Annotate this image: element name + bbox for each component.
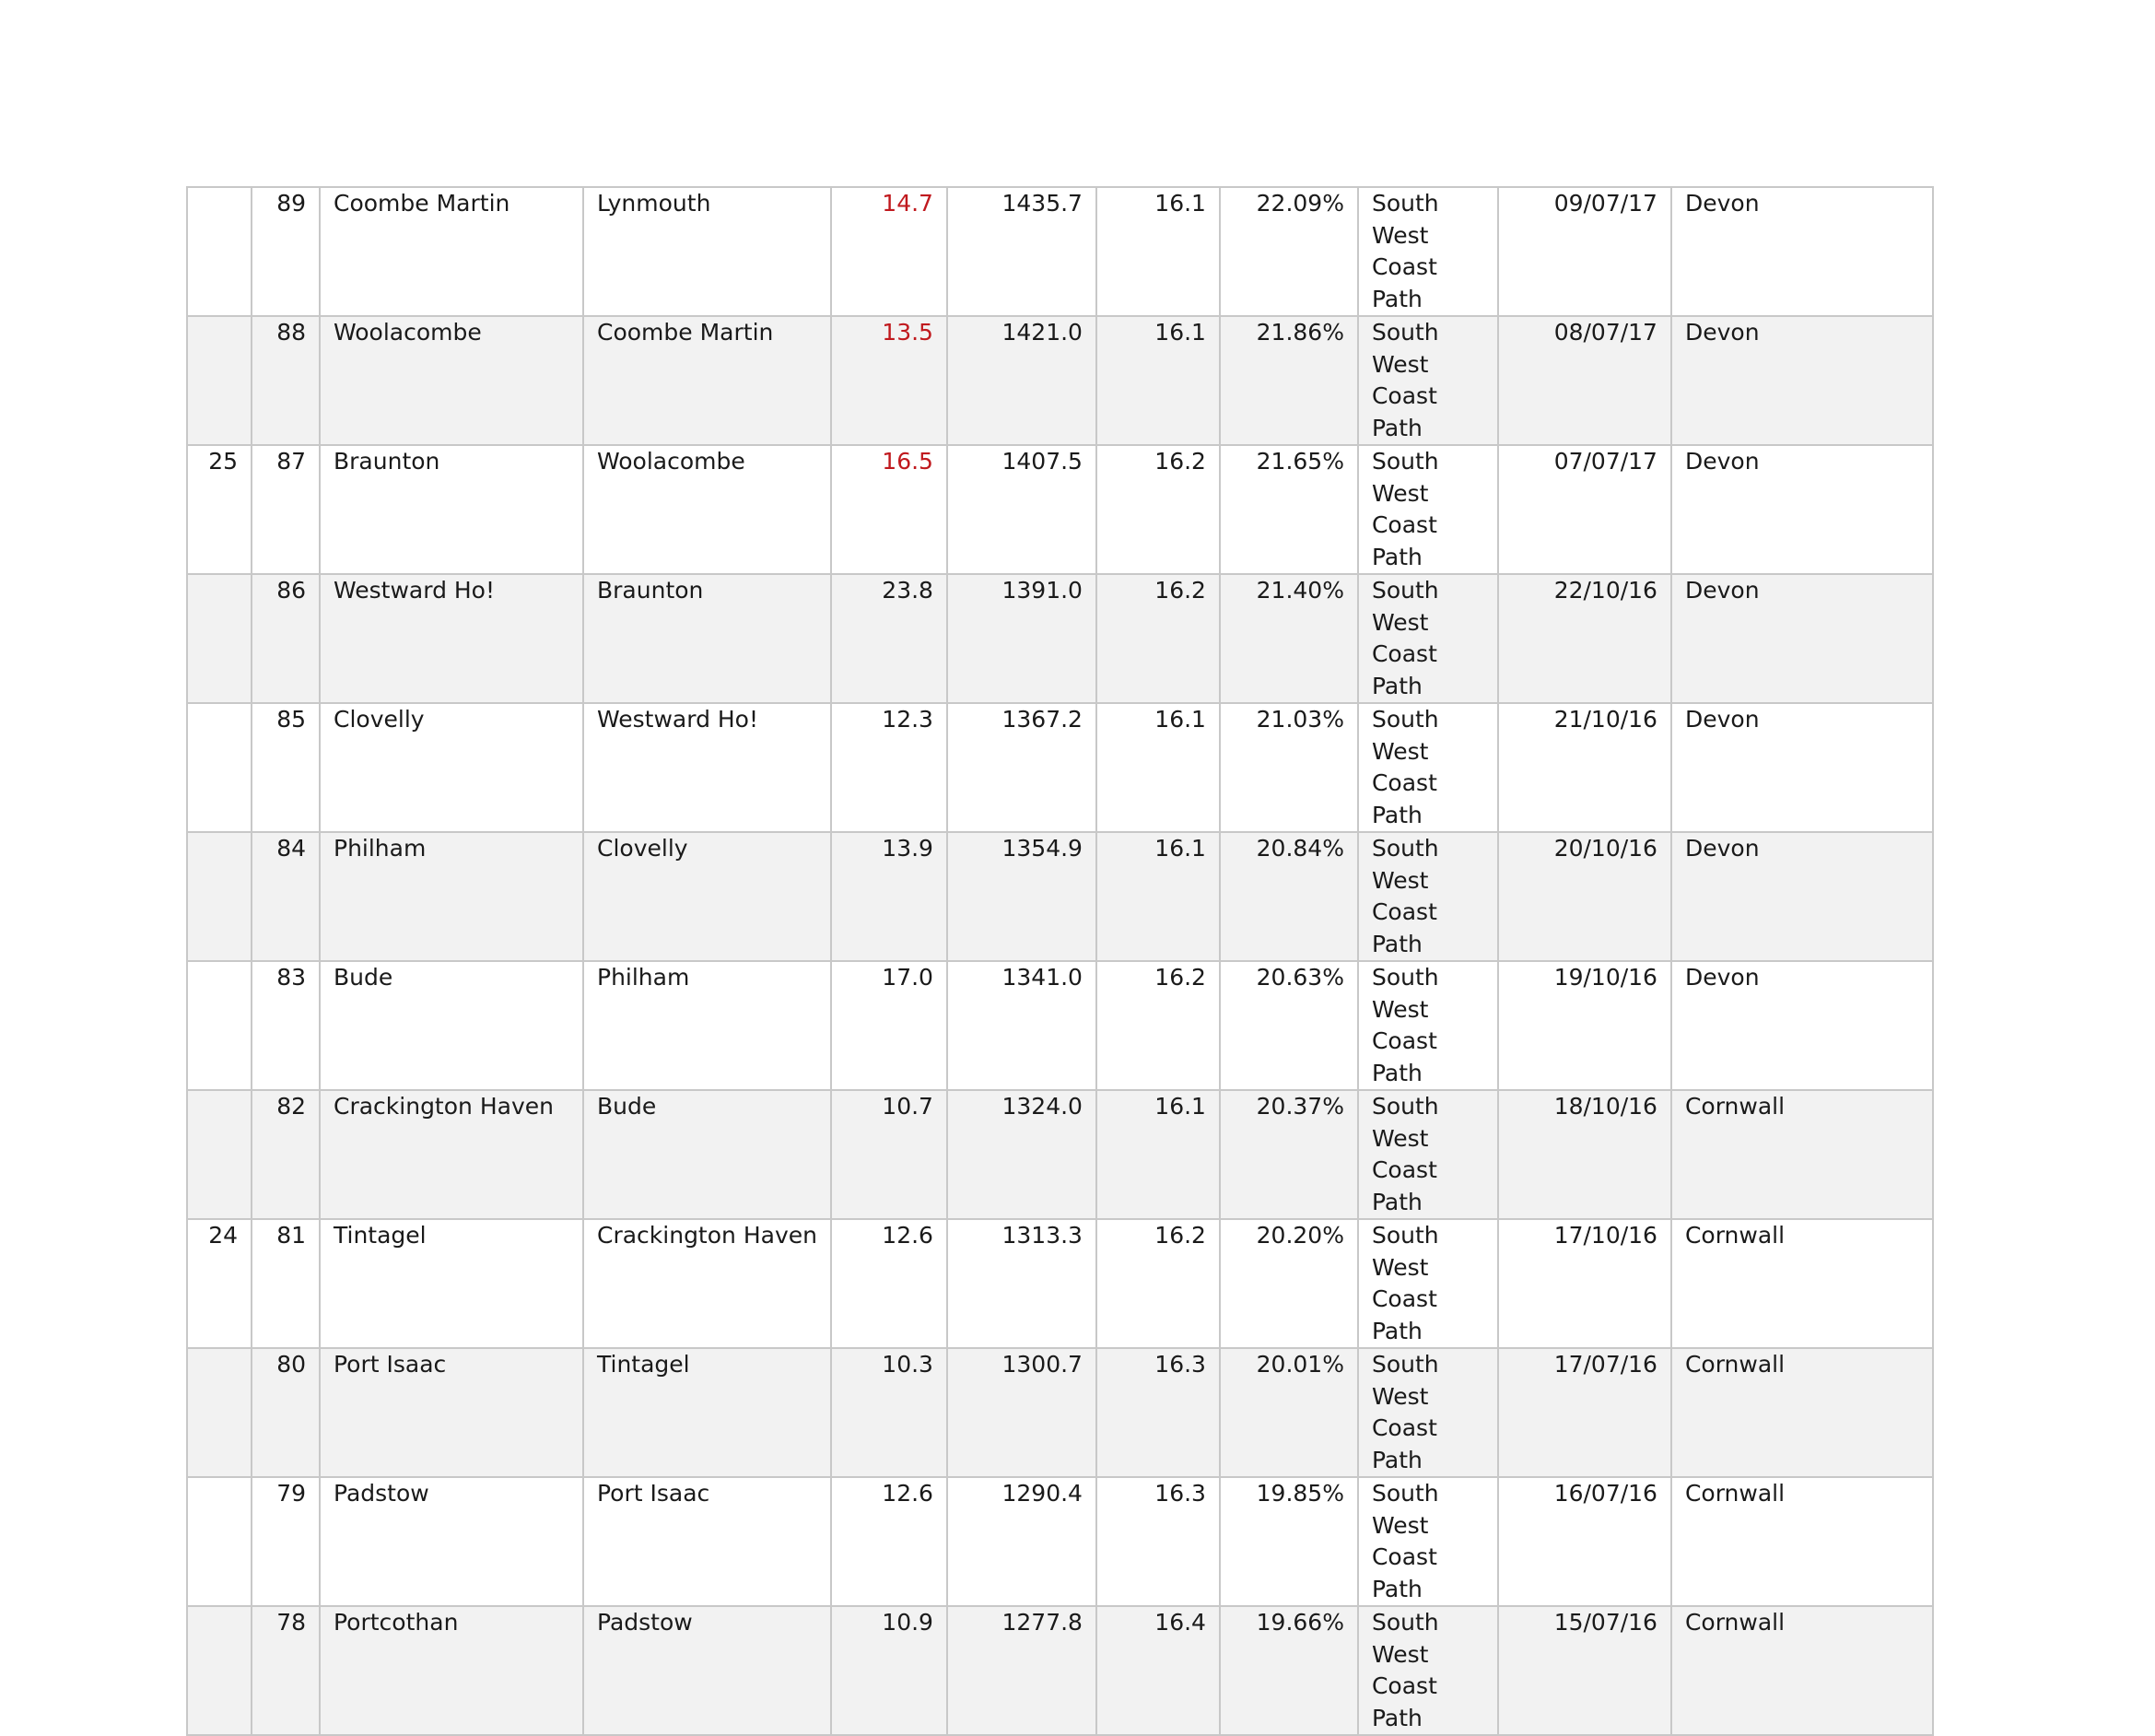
- route-cell: [1358, 1348, 1498, 1477]
- percent-cell: 21.03%: [1220, 703, 1358, 832]
- group-cell: 24: [187, 1219, 252, 1348]
- stage-cell: 79: [252, 1477, 320, 1606]
- route-line: Coast Path: [1371, 1027, 1437, 1086]
- percent-cell: 22.09%: [1220, 187, 1358, 316]
- distance-cell: 17.0: [831, 961, 947, 1090]
- average-cell: 16.2: [1096, 445, 1220, 574]
- cumulative-cell: 1367.2: [947, 703, 1096, 832]
- percent-cell: 21.86%: [1220, 316, 1358, 445]
- group-cell: [187, 1348, 252, 1477]
- route-cell: [1358, 187, 1498, 316]
- table-row: [187, 1477, 1933, 1606]
- average-cell: 16.4: [1096, 1606, 1220, 1735]
- table-row: [187, 703, 1933, 832]
- route-line: West: [1371, 1382, 1429, 1410]
- start-cell: Padstow: [320, 1477, 583, 1606]
- stage-cell: 82: [252, 1090, 320, 1219]
- route-line: Coast Path: [1371, 640, 1437, 699]
- walk-log-table: [186, 186, 1934, 1736]
- start-cell: Portcothan: [320, 1606, 583, 1735]
- end-cell: Port Isaac: [583, 1477, 831, 1606]
- route-line: Coast Path: [1371, 1156, 1437, 1215]
- county-cell: Cornwall: [1671, 1090, 1933, 1219]
- county-cell: Devon: [1671, 961, 1933, 1090]
- route-line: Coast Path: [1371, 253, 1437, 312]
- percent-cell: 20.20%: [1220, 1219, 1358, 1348]
- table-row: [187, 961, 1933, 1090]
- route-cell: [1358, 832, 1498, 961]
- start-cell: Port Isaac: [320, 1348, 583, 1477]
- cumulative-cell: 1324.0: [947, 1090, 1096, 1219]
- start-cell: Crackington Haven: [320, 1090, 583, 1219]
- route-line: West: [1371, 221, 1429, 249]
- stage-cell: 84: [252, 832, 320, 961]
- group-cell: [187, 703, 252, 832]
- group-cell: [187, 1090, 252, 1219]
- table-row: [187, 1606, 1933, 1735]
- group-cell: 25: [187, 445, 252, 574]
- table-row: [187, 1348, 1933, 1477]
- stage-cell: 83: [252, 961, 320, 1090]
- route-line: Coast Path: [1371, 898, 1437, 957]
- route-line: West: [1371, 1640, 1429, 1668]
- group-cell: [187, 961, 252, 1090]
- end-cell: Braunton: [583, 574, 831, 703]
- distance-cell: 10.9: [831, 1606, 947, 1735]
- table-row: [187, 187, 1933, 316]
- distance-cell: 13.5: [831, 316, 947, 445]
- route-line: South: [1371, 1480, 1439, 1507]
- route-cell: [1358, 1090, 1498, 1219]
- start-cell: Woolacombe: [320, 316, 583, 445]
- distance-cell: 14.7: [831, 187, 947, 316]
- distance-cell: 12.3: [831, 703, 947, 832]
- route-line: West: [1371, 350, 1429, 378]
- date-cell: 17/07/16: [1498, 1348, 1671, 1477]
- group-cell: [187, 316, 252, 445]
- route-cell: [1358, 574, 1498, 703]
- route-line: South: [1371, 835, 1439, 862]
- table-row: [187, 445, 1933, 574]
- route-line: South: [1371, 319, 1439, 346]
- percent-cell: 20.84%: [1220, 832, 1358, 961]
- cumulative-cell: 1407.5: [947, 445, 1096, 574]
- route-line: Coast Path: [1371, 511, 1437, 570]
- county-cell: Devon: [1671, 445, 1933, 574]
- stage-cell: 78: [252, 1606, 320, 1735]
- percent-cell: 19.66%: [1220, 1606, 1358, 1735]
- end-cell: Crackington Haven: [583, 1219, 831, 1348]
- cumulative-cell: 1435.7: [947, 187, 1096, 316]
- route-cell: [1358, 1477, 1498, 1606]
- start-cell: Clovelly: [320, 703, 583, 832]
- end-cell: Lynmouth: [583, 187, 831, 316]
- county-cell: Devon: [1671, 316, 1933, 445]
- date-cell: 22/10/16: [1498, 574, 1671, 703]
- route-line: Coast Path: [1371, 1285, 1437, 1344]
- route-line: Coast Path: [1371, 769, 1437, 828]
- table-row: [187, 316, 1933, 445]
- county-cell: Devon: [1671, 187, 1933, 316]
- route-cell: [1358, 1219, 1498, 1348]
- county-cell: Cornwall: [1671, 1348, 1933, 1477]
- table-row: [187, 1219, 1933, 1348]
- average-cell: 16.1: [1096, 832, 1220, 961]
- average-cell: 16.1: [1096, 703, 1220, 832]
- date-cell: 15/07/16: [1498, 1606, 1671, 1735]
- route-line: Coast Path: [1371, 382, 1437, 441]
- average-cell: 16.1: [1096, 316, 1220, 445]
- start-cell: Tintagel: [320, 1219, 583, 1348]
- county-cell: Cornwall: [1671, 1219, 1933, 1348]
- route-line: South: [1371, 1351, 1439, 1378]
- route-line: West: [1371, 1253, 1429, 1281]
- route-line: West: [1371, 608, 1429, 636]
- cumulative-cell: 1391.0: [947, 574, 1096, 703]
- cumulative-cell: 1313.3: [947, 1219, 1096, 1348]
- stage-cell: 88: [252, 316, 320, 445]
- table-row: [187, 832, 1933, 961]
- distance-cell: 13.9: [831, 832, 947, 961]
- stage-cell: 86: [252, 574, 320, 703]
- group-cell: [187, 832, 252, 961]
- date-cell: 17/10/16: [1498, 1219, 1671, 1348]
- county-cell: Cornwall: [1671, 1477, 1933, 1606]
- group-cell: [187, 187, 252, 316]
- distance-cell: 10.7: [831, 1090, 947, 1219]
- average-cell: 16.3: [1096, 1477, 1220, 1606]
- start-cell: Braunton: [320, 445, 583, 574]
- route-cell: [1358, 445, 1498, 574]
- start-cell: Bude: [320, 961, 583, 1090]
- route-line: West: [1371, 995, 1429, 1023]
- end-cell: Woolacombe: [583, 445, 831, 574]
- route-line: Coast Path: [1371, 1672, 1437, 1731]
- average-cell: 16.2: [1096, 961, 1220, 1090]
- group-cell: [187, 1477, 252, 1606]
- cumulative-cell: 1277.8: [947, 1606, 1096, 1735]
- county-cell: Devon: [1671, 703, 1933, 832]
- average-cell: 16.2: [1096, 574, 1220, 703]
- distance-cell: 10.3: [831, 1348, 947, 1477]
- end-cell: Padstow: [583, 1606, 831, 1735]
- end-cell: Clovelly: [583, 832, 831, 961]
- end-cell: Philham: [583, 961, 831, 1090]
- date-cell: 18/10/16: [1498, 1090, 1671, 1219]
- cumulative-cell: 1354.9: [947, 832, 1096, 961]
- start-cell: Philham: [320, 832, 583, 961]
- group-cell: [187, 1606, 252, 1735]
- route-line: South: [1371, 706, 1439, 733]
- percent-cell: 21.65%: [1220, 445, 1358, 574]
- date-cell: 07/07/17: [1498, 445, 1671, 574]
- percent-cell: 21.40%: [1220, 574, 1358, 703]
- route-line: South: [1371, 577, 1439, 604]
- route-line: West: [1371, 1124, 1429, 1152]
- route-line: South: [1371, 1093, 1439, 1120]
- date-cell: 21/10/16: [1498, 703, 1671, 832]
- stage-cell: 87: [252, 445, 320, 574]
- date-cell: 09/07/17: [1498, 187, 1671, 316]
- percent-cell: 20.37%: [1220, 1090, 1358, 1219]
- average-cell: 16.2: [1096, 1219, 1220, 1348]
- county-cell: Cornwall: [1671, 1606, 1933, 1735]
- table-body: [187, 187, 1933, 1735]
- start-cell: Coombe Martin: [320, 187, 583, 316]
- date-cell: 16/07/16: [1498, 1477, 1671, 1606]
- average-cell: 16.1: [1096, 187, 1220, 316]
- average-cell: 16.1: [1096, 1090, 1220, 1219]
- average-cell: 16.3: [1096, 1348, 1220, 1477]
- stage-cell: 89: [252, 187, 320, 316]
- date-cell: 08/07/17: [1498, 316, 1671, 445]
- start-cell: Westward Ho!: [320, 574, 583, 703]
- stage-cell: 85: [252, 703, 320, 832]
- route-cell: [1358, 961, 1498, 1090]
- group-cell: [187, 574, 252, 703]
- end-cell: Coombe Martin: [583, 316, 831, 445]
- distance-cell: 12.6: [831, 1477, 947, 1606]
- percent-cell: 20.01%: [1220, 1348, 1358, 1477]
- route-line: South: [1371, 448, 1439, 475]
- route-line: South: [1371, 1609, 1439, 1636]
- date-cell: 20/10/16: [1498, 832, 1671, 961]
- route-line: Coast Path: [1371, 1543, 1437, 1602]
- route-line: South: [1371, 964, 1439, 991]
- percent-cell: 19.85%: [1220, 1477, 1358, 1606]
- route-line: Coast Path: [1371, 1414, 1437, 1473]
- route-cell: [1358, 703, 1498, 832]
- end-cell: Tintagel: [583, 1348, 831, 1477]
- route-line: West: [1371, 479, 1429, 507]
- county-cell: Devon: [1671, 574, 1933, 703]
- end-cell: Bude: [583, 1090, 831, 1219]
- route-line: West: [1371, 1511, 1429, 1539]
- stage-cell: 81: [252, 1219, 320, 1348]
- cumulative-cell: 1300.7: [947, 1348, 1096, 1477]
- route-cell: [1358, 1606, 1498, 1735]
- route-line: West: [1371, 866, 1429, 894]
- date-cell: 19/10/16: [1498, 961, 1671, 1090]
- cumulative-cell: 1290.4: [947, 1477, 1096, 1606]
- distance-cell: 16.5: [831, 445, 947, 574]
- route-line: West: [1371, 737, 1429, 765]
- stage-cell: 80: [252, 1348, 320, 1477]
- end-cell: Westward Ho!: [583, 703, 831, 832]
- distance-cell: 23.8: [831, 574, 947, 703]
- route-line: South: [1371, 1222, 1439, 1249]
- table-row: [187, 574, 1933, 703]
- table-row: [187, 1090, 1933, 1219]
- cumulative-cell: 1341.0: [947, 961, 1096, 1090]
- route-line: South: [1371, 190, 1439, 217]
- county-cell: Devon: [1671, 832, 1933, 961]
- percent-cell: 20.63%: [1220, 961, 1358, 1090]
- distance-cell: 12.6: [831, 1219, 947, 1348]
- route-cell: [1358, 316, 1498, 445]
- cumulative-cell: 1421.0: [947, 316, 1096, 445]
